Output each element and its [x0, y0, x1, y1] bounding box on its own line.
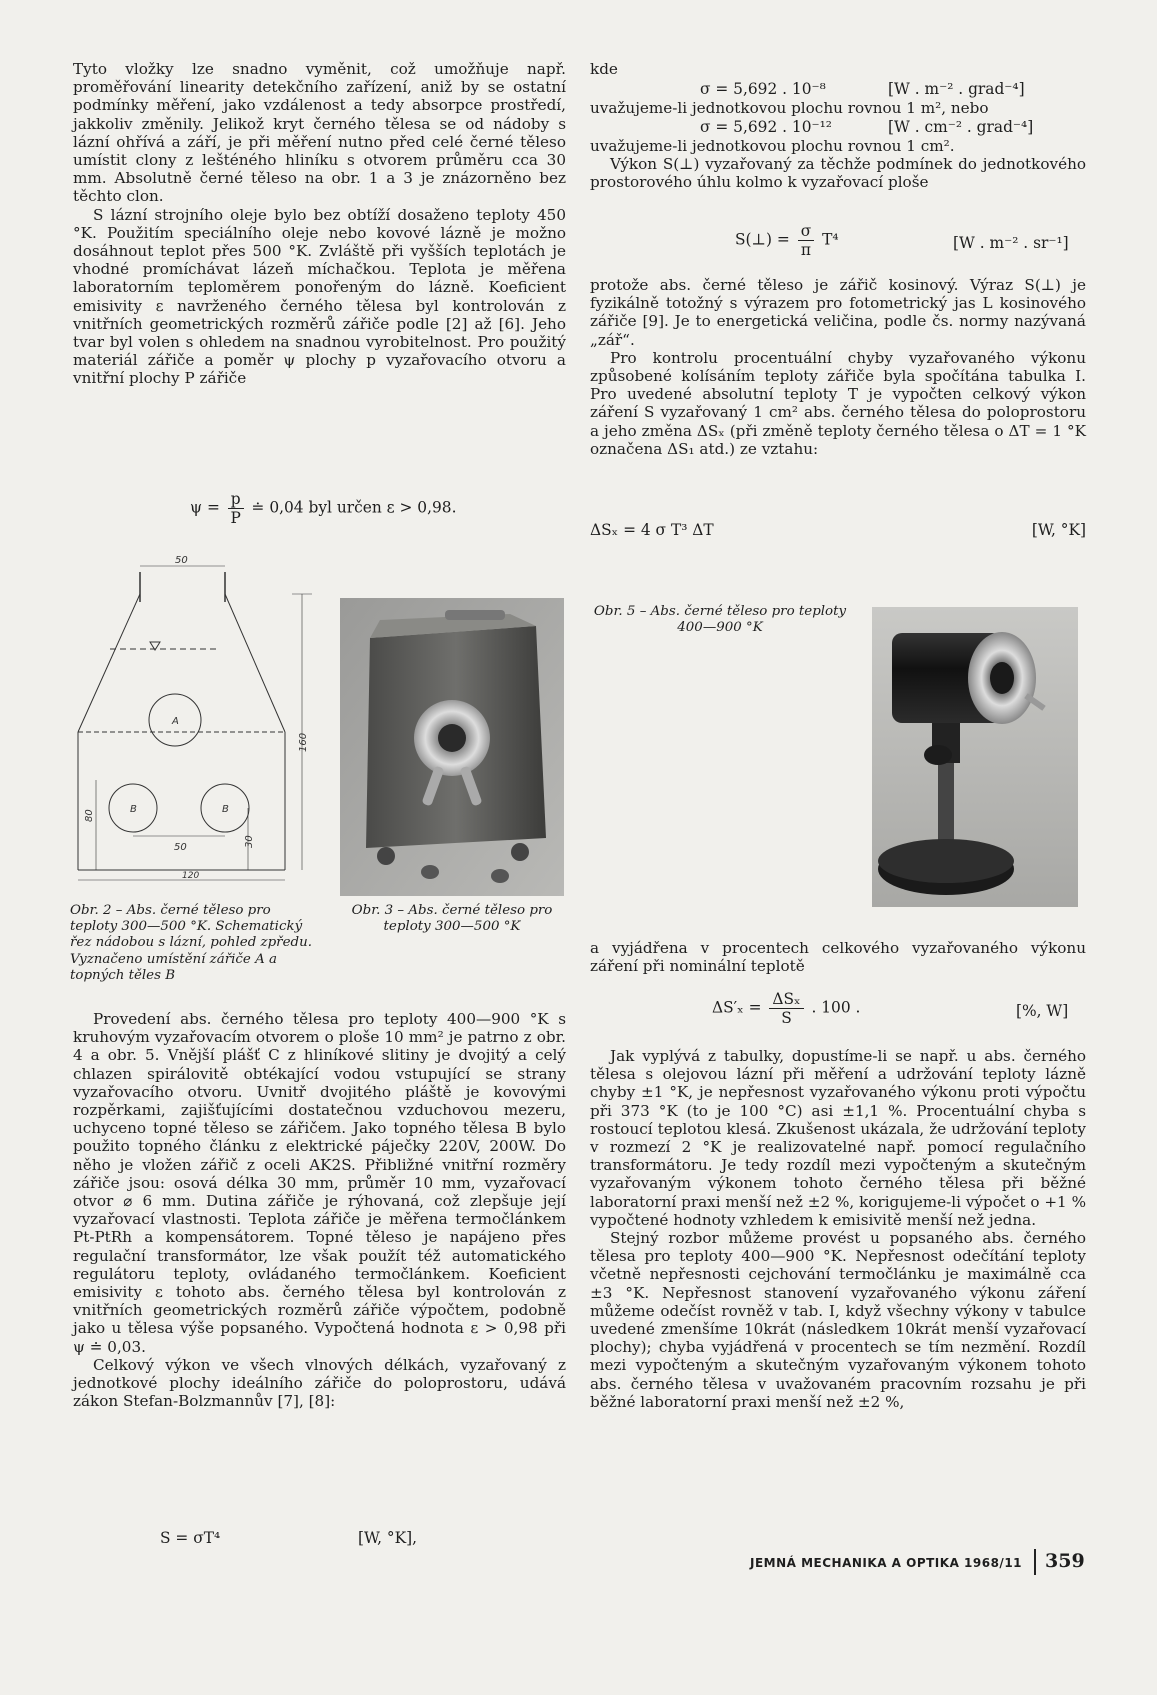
equation-psi [190, 490, 456, 527]
left-column-bottom [73, 1010, 566, 1410]
dim-120: 120 [182, 871, 200, 881]
eq-lhs: S(⊥) = [735, 230, 790, 249]
eq-rhs: ≐ 0,04 byl určen ε > 0,98. [251, 498, 457, 517]
fraction [798, 222, 815, 259]
eq-rhs: . 100 . [811, 998, 861, 1017]
figure-5-caption: Obr. 5 – Abs. černé těleso pro teploty 400—900 °K [593, 604, 847, 636]
dim-80: 80 [84, 809, 95, 822]
denominator: P [230, 509, 241, 527]
paragraph: S lázní strojního oleje bylo bez obtíží dosaženo teploty 450 °K. Použitím speciálního oleje nebo kovové lázně je možno dosáhnout teplot přes 500 °K. Zvláště při vyšších teplotách je vhodné promíchávat lázeň míchačkou. Teplota je měřena laboratorním teploměrem ponořeným do lázně. Koeficient emisivity ε navrženého černého tělesa byl kontrolován z vnitřních geometrických rozměrů zářiče podle [2] až [6]. Jeho tvar byl volen s ohledem na snadnou vyrobitelnost. Pro použitý materiál zářiče a poměr ψ plochy p vyzařovacího otvoru a vnitřní plochy P zářiče [73, 205, 566, 388]
eq-text: S = σT⁴ [160, 1529, 221, 1547]
eq-lhs: ψ = [190, 498, 220, 517]
eq-lhs: ΔS′ₓ = [712, 998, 762, 1017]
eq-unit: [W . m⁻² . grad⁻⁴] [888, 80, 1025, 98]
kde: kde [590, 60, 618, 78]
figure-2-schematic [70, 552, 328, 882]
dim-160: 160 [298, 732, 309, 752]
equation-sigma-cm [700, 118, 1034, 136]
paragraph: Jak vyplývá z tabulky, dopustíme-li se např. u abs. černého tělesa s olejovou lázní při měření a udržování teploty lázně chyby ±1 °K, je nepřesnost vyzařovaného výkonu proti výpočtu při 373 °K (to je 100 °C) asi ±1,1 %. Procentuální chyba s rostoucí teplotou klesá. Zkušenost ukázala, že udržování teploty v rozmezí 2 °K je realizovatelné např. pomocí regulačního transformátoru. Je tedy rozdíl mezi vypočteným a skutečným vyzařovaným výkonem tohoto černého tělesa při běžné laboratorní praxi menší než ±2 %, korigujeme-li výpočet o +1 % vypočtené hodnoty vzhledem k emisivitě menší než jedna. [590, 1047, 1086, 1229]
right-column-top [590, 60, 1086, 78]
fraction [228, 490, 244, 527]
eq-text: σ = 5,692 . 10⁻¹² [700, 118, 832, 136]
label-B2: B [222, 804, 229, 815]
right-text-2 [590, 137, 1086, 192]
paragraph: Pro kontrolu procentuální chyby vyzařovaného výkonu způsobené kolísáním teploty zářiče byla spočítána tabulka I. Pro uvedené absolutní teploty T je vypočten celkový výkon záření S vyzařovaný 1 cm² abs. černého tělesa do poloprostoru a jeho změna ΔSₓ (při změně teploty černého tělesa o ΔT = 1 °K označena ΔS₁ atd.) ze vztahu: [590, 348, 1086, 458]
dim-50-mid: 50 [174, 842, 187, 853]
eq-text: ΔSₓ = 4 σ T³ ΔT [590, 521, 714, 539]
denominator: S [781, 1009, 792, 1027]
text-line: uvažujeme-li jednotkovou plochu rovnou 1 m², nebo [590, 99, 989, 117]
right-text-1 [590, 99, 1086, 117]
fraction [769, 990, 803, 1027]
right-column-mid [590, 276, 1086, 458]
paragraph: Provedení abs. černého tělesa pro teploty 400—900 °K s kruhovým vyzařovacím otvorem o ploše 10 mm² je patrno z obr. 4 a obr. 5. Vnější plášť C z hliníkové slitiny je dvojitý a celý chlazen spirálovitě obtékající vodou vstupující se strany vyzařovacího otvoru. Uvnitř dvojitého pláště je kovovými rozpěrkami, zajišťujícími dostatečnou vzduchovou mezeru, uchyceno topné těleso se zářičem. Jako topného tělesa B bylo použito topného článku z elektrické páječky 220V, 200W. Do něho je vložen zářič z oceli AK2S. Přibližné vnitřní rozměry zářiče jsou: osová délka 30 mm, průměr 10 mm, vyzařovací otvor ⌀ 6 mm. Dutina zářiče je rýhovaná, což zlepšuje její vyzařovací vlastnosti. Teplota zářiče je měřena termočlánkem Pt-PtRh a kompensátorem. Topné těleso je napájeno přes regulační transformátor, lze však použít též automatického regulátoru teploty, ovládaného termočlánkem. Koeficient emisivity ε tohoto abs. černého tělesa byl kontrolován z vnitřních geometrických rozměrů zářiče výpočtem, podobně jako u tělesa výše popsaného. Vypočtená hodnota ε > 0,98 při ψ ≐ 0,03. [73, 1010, 566, 1356]
dim-30: 30 [244, 835, 255, 848]
eq-unit: [W . cm⁻² . grad⁻⁴] [888, 118, 1034, 136]
figure-3-caption: Obr. 3 – Abs. černé těleso pro teploty 300—500 °K [351, 903, 553, 935]
equation-percent [712, 990, 1069, 1027]
denominator: π [800, 241, 812, 259]
numerator: ΔSₓ [769, 990, 803, 1009]
label-B1: B [130, 804, 137, 815]
paragraph: Výkon S(⊥) vyzařovaný za těchže podmínek do jednotkového prostorového úhlu kolmo k vyzařovací ploše [590, 155, 1086, 192]
page-number: 359 [1045, 1550, 1085, 1572]
right-text-p8 [590, 939, 1086, 975]
text-line: uvažujeme-li jednotkovou plochu rovnou 1 cm². [590, 137, 955, 155]
eq-unit: [W . m⁻² . sr⁻¹] [953, 234, 1069, 252]
equation-delta-s [590, 521, 1086, 539]
figure-3-photo [340, 598, 564, 896]
paragraph: Stejný rozbor můžeme provést u popsaného abs. černého tělesa pro teploty 400—900 °K. Nepřesnost odečítání teploty včetně nepřesnosti cejchování termočlánku je maximálně cca ±3 °K. Nepřesnost stanovení vyzařovaného výkonu záření můžeme odečíst rovněž v tab. I, když všechny výkony v tabulce uvedené zmenšíme 10krát (následkem 10krát menší vyzařovací plochy); chyba vyjádřená v procentech se tím nezmění. Rozdíl mezi vypočteným a skutečným vyzařovaným výkonem tohoto abs. černého tělesa v uvažovaném pracovním rozsahu je při běžné laboratorní praxi menší než ±2 %, [590, 1229, 1086, 1411]
equation-sigma-m [700, 80, 1025, 98]
eq-rhs: T⁴ [822, 230, 839, 249]
numerator: σ [798, 222, 815, 241]
footer-separator [1034, 1549, 1036, 1575]
paragraph: a vyjádřena v procentech celkového vyzařovaného výkonu záření při nominální teplotě [590, 939, 1086, 976]
eq-unit: [W, °K] [1031, 521, 1086, 539]
paragraph: Tyto vložky lze snadno vyměnit, což umožňuje např. proměřování linearity detekčního zařízení, aniž by se ostatní podmínky měření, jako vzdálenost a tedy absorpce prostředí, jakkoliv změnily. Jelikož kryt černého tělesa se od nádoby s lázní ohřívá a září, je při měření nutno před celé černé těleso umístit clony z lešténého hliníku s otvorem průměru cca 30 mm. Absolutně černé těleso na obr. 1 a 3 je znázorněno bez těchto clon. [73, 60, 566, 206]
eq-unit: [W, °K], [358, 1529, 418, 1547]
equation-radiance [735, 222, 1069, 259]
label-A: A [172, 716, 179, 727]
paragraph: protože abs. černé těleso je zářič kosinový. Výraz S(⊥) je fyzikálně totožný s výrazem pro fotometrický jas L kosinového zářiče [9]. Je to energetická veličina, podle čs. normy nazývaná „zář“. [590, 276, 1086, 349]
eq-text: σ = 5,692 . 10⁻⁸ [700, 80, 826, 98]
equation-stefan-boltzmann [160, 1529, 418, 1547]
right-column-bottom [590, 1047, 1086, 1411]
paragraph: Celkový výkon ve všech vlnových délkách, vyzařovaný z jednotkové plochy ideálního zářiče do poloprostoru, udává zákon Stefan-Bolzmannův [7], [8]: [73, 1355, 566, 1411]
eq-unit: [%, W] [1016, 1002, 1069, 1020]
numerator: p [228, 490, 244, 509]
dim-50-top: 50 [175, 555, 188, 566]
left-column-top [73, 60, 566, 388]
figure-2-caption: Obr. 2 – Abs. černé těleso pro teploty 300—500 °K. Schematický řez nádobou s lázní, pohled zpředu. Vyznačeno umístění zářiče A a topných těles B [70, 903, 312, 983]
figure-5-photo [872, 607, 1078, 907]
journal-footer: JEMNÁ MECHANIKA A OPTIKA 1968/11 [750, 1556, 1023, 1570]
